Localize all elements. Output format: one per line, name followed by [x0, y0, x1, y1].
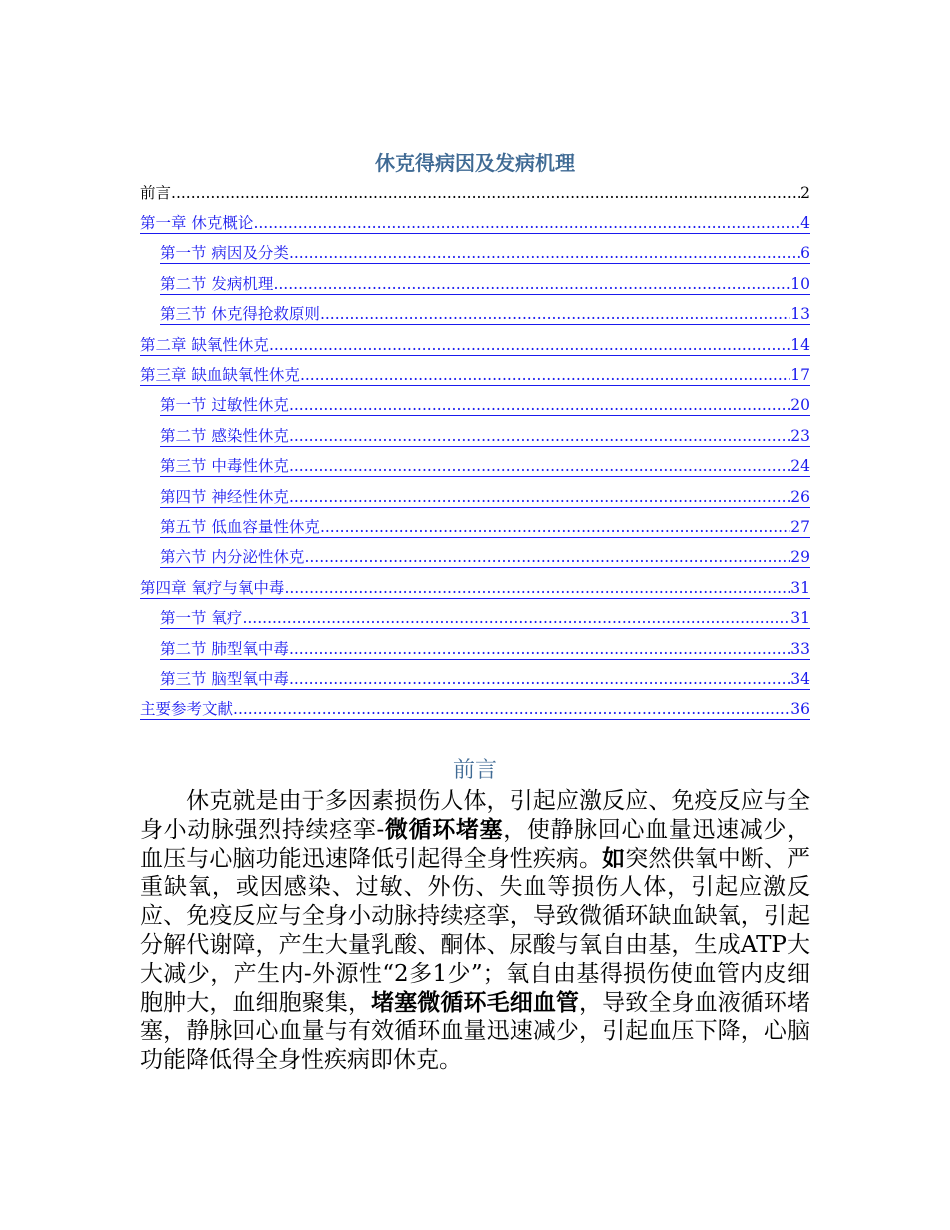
toc-link[interactable]: [140, 543, 810, 573]
toc-entry-line: [160, 243, 810, 264]
toc-entry-line: [140, 183, 810, 203]
toc-entry-line: [140, 699, 810, 720]
paragraph-text: 休克就是由于多因素损伤人体，引起应激反应、免疫反应与全身小动脉强烈持续痉挛-: [140, 788, 810, 843]
toc-page-number: 24: [790, 457, 810, 476]
toc-dot-leader: [289, 669, 790, 689]
toc-entry-line: [140, 578, 810, 599]
toc-page-number: 31: [790, 609, 810, 628]
toc-link[interactable]: [140, 634, 810, 664]
toc-entry-label: 前言: [140, 184, 172, 203]
toc-page-number: 2: [800, 184, 810, 203]
toc-entry-label: 第五节 低血容量性休克: [160, 517, 320, 536]
toc-entry-label: 第三节 休克得抢救原则: [160, 305, 320, 324]
toc-link[interactable]: [140, 269, 810, 299]
toc-dot-leader: [269, 335, 790, 355]
toc-dot-leader: [289, 456, 790, 476]
toc-dot-leader: [273, 274, 790, 294]
toc-entry-line: [160, 517, 810, 538]
toc-entry-label: 第二节 肺型氧中毒: [160, 639, 289, 658]
toc-entry-line: [160, 274, 810, 295]
toc-entry-line: [160, 547, 810, 568]
toc-link[interactable]: [140, 330, 810, 360]
toc-page-number: 29: [790, 548, 810, 567]
toc-page-number: 34: [790, 669, 810, 688]
toc-link[interactable]: [140, 512, 810, 542]
toc-entry-line: [160, 395, 810, 416]
toc-dot-leader: [233, 699, 790, 719]
toc-entry-label: 第三章 缺血缺氧性休克: [140, 366, 300, 385]
toc-entry-label: 第二节 感染性休克: [160, 426, 289, 445]
toc-link[interactable]: [140, 239, 810, 269]
table-of-contents: [140, 178, 810, 725]
toc-entry-line: [160, 639, 810, 660]
toc-dot-leader: [289, 639, 790, 659]
toc-entry-label: 第一章 休克概论: [140, 214, 254, 233]
toc-entry-label: 第四章 氧疗与氧中毒: [140, 578, 285, 597]
toc-dot-leader: [300, 365, 790, 385]
toc-link[interactable]: [140, 421, 810, 451]
emphasis-text: 堵塞微循环毛细血管: [371, 988, 580, 1016]
preface-heading: 前言: [452, 758, 497, 783]
emphasis-text: 微循环堵塞: [384, 815, 504, 843]
toc-dot-leader: [289, 426, 790, 446]
toc-page-number: 17: [790, 366, 810, 385]
toc-page-number: 13: [790, 305, 810, 324]
toc-entry-line: [160, 304, 810, 325]
paragraph-text: ，使静脉回心血量迅速减少，血压与心脑功能迅速降低引起得全身性疾病。: [140, 816, 810, 872]
toc-link[interactable]: [140, 573, 810, 603]
toc-entry-line: [140, 365, 810, 386]
toc-link[interactable]: [140, 482, 810, 512]
toc-entry-line: [160, 426, 810, 447]
emphasis-text: 如: [602, 844, 626, 872]
toc-entry-label: 第三节 中毒性休克: [160, 457, 289, 476]
toc-page-number: 10: [790, 274, 810, 293]
toc-link[interactable]: [140, 391, 810, 421]
toc-dot-leader: [284, 578, 790, 598]
toc-dot-leader: [304, 547, 790, 567]
toc-dot-leader: [289, 487, 790, 507]
toc-entry-label: 第二节 发病机理: [160, 274, 274, 293]
toc-page-number: 36: [790, 700, 810, 719]
document-title: 休克得病因及发病机理: [375, 151, 575, 175]
toc-entry-label: 第一节 氧疗: [160, 609, 243, 628]
toc-link[interactable]: [140, 360, 810, 390]
toc-entry-label: 第三节 脑型氧中毒: [160, 669, 289, 688]
toc-entry-line: [140, 213, 810, 234]
toc-page-number: 14: [790, 335, 810, 354]
toc-entry-line: [160, 669, 810, 690]
toc-dot-leader: [253, 213, 800, 233]
toc-page-number: 26: [790, 487, 810, 506]
toc-link[interactable]: [140, 300, 810, 330]
toc-entry-line: [140, 335, 810, 356]
toc-entry-label: 第二章 缺氧性休克: [140, 335, 269, 354]
toc-page-number: 6: [800, 244, 810, 263]
toc-entry-label: 第一节 病因及分类: [160, 244, 289, 263]
toc-entry-line: [160, 608, 810, 629]
toc-entry-line: [160, 456, 810, 477]
toc-entry-label: 第四节 神经性休克: [160, 487, 289, 506]
toc-page-number: 23: [790, 426, 810, 445]
paragraph-text: 突然供氧中断、严重缺氧，或因感染、过敏、外伤、失血等损伤人体，引起应激反应、免疫反应与全身小动脉持续痉挛，导致微循环缺血缺氧，引起分解代谢障，产生大量乳酸、酮体、尿酸与氧自由基，生成ATP大大减少，产生内-外源性“2多1少”；氧自由基得损伤使血管内皮细胞肿大，血细胞聚集，: [140, 845, 811, 1016]
toc-page-number: 4: [800, 214, 810, 233]
toc-entry-label: 第六节 内分泌性休克: [160, 548, 305, 567]
toc-link[interactable]: [140, 452, 810, 482]
toc-dot-leader: [289, 243, 800, 263]
toc-dot-leader: [171, 183, 800, 203]
toc-entry-label: 主要参考文献: [140, 700, 234, 719]
toc-link[interactable]: [140, 208, 810, 238]
toc-link[interactable]: [140, 664, 810, 694]
toc-entry: [140, 178, 810, 208]
toc-page-number: 31: [790, 578, 810, 597]
toc-dot-leader: [289, 395, 790, 415]
toc-page-number: 27: [790, 517, 810, 536]
toc-link[interactable]: [140, 603, 810, 633]
toc-entry-line: [160, 487, 810, 508]
toc-page-number: 33: [790, 639, 810, 658]
toc-entry-label: 第一节 过敏性休克: [160, 396, 289, 415]
toc-dot-leader: [320, 517, 790, 537]
paragraph-text: ，导致全身血液循环堵塞，静脉回心血量与有效循环血量迅速减少，引起血压下降，心脑功能降低得全身性疾病即休克。: [140, 989, 811, 1074]
toc-dot-leader: [320, 304, 790, 324]
toc-page-number: 20: [790, 396, 810, 415]
toc-dot-leader: [242, 608, 790, 628]
toc-link[interactable]: [140, 695, 810, 725]
preface-paragraph: [140, 787, 810, 1075]
